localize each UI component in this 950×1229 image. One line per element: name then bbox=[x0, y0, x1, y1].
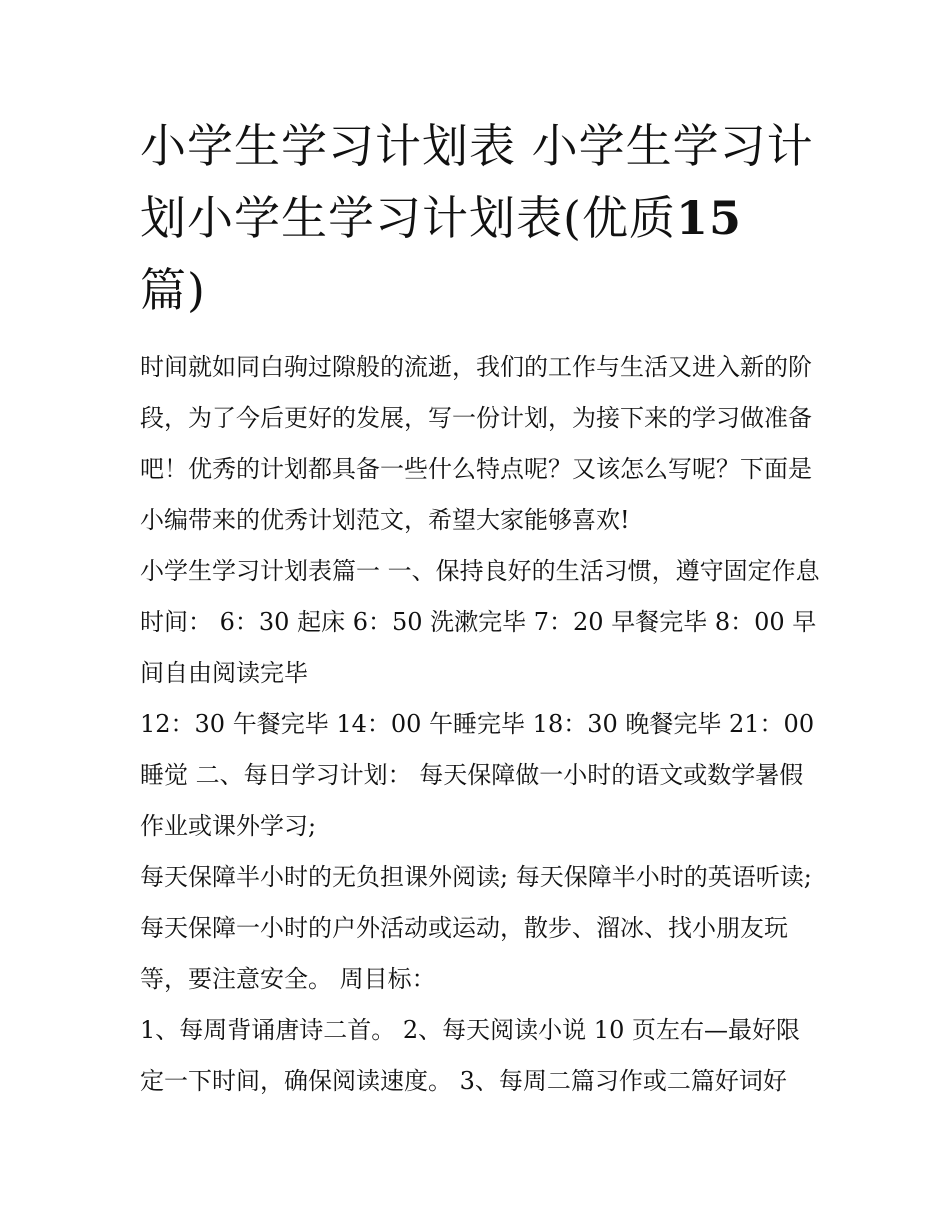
paragraph-daily-plan: 12：30 午餐完毕 14：00 午睡完毕 18：30 晚餐完毕 21：00 睡觉 二、每日学习计划： 每天保障做一小时的语文或数学暑假作业或课外学习; bbox=[140, 710, 815, 840]
document-body bbox=[140, 342, 820, 1107]
document-title bbox=[140, 110, 820, 326]
paragraph-daily-activities: 每天保障半小时的无负担课外阅读; 每天保障半小时的英语听读; 每天保障一小时的户外活动或运动，散步、溜冰、找小朋友玩等，要注意安全。 周目标： bbox=[140, 863, 812, 993]
title-count: 15 bbox=[675, 191, 742, 245]
paragraph-schedule: 小学生学习计划表篇一 一、保持良好的生活习惯，遵守固定作息时间： 6：30 起床 6：50 洗漱完毕 7：20 早餐完毕 8：00 早间自由阅读完毕 bbox=[140, 557, 820, 687]
title-suffix: 篇) bbox=[140, 263, 206, 317]
title-text: 小学生学习计划表 小学生学习计划小学生学习计划表(优质 bbox=[140, 119, 814, 245]
paragraph-intro: 时间就如同白驹过隙般的流逝，我们的工作与生活又进入新的阶段，为了今后更好的发展，写一份计划，为接下来的学习做准备吧！优秀的计划都具备一些什么特点呢？又该怎么写呢？下面是小编带来的优秀计划范文，希望大家能够喜欢! bbox=[140, 353, 812, 534]
paragraph-weekly-goals: 1、每周背诵唐诗二首。 2、每天阅读小说 10 页左右—最好限定一下时间，确保阅读速度。 3、每周二篇习作或二篇好词好 bbox=[140, 1016, 800, 1095]
